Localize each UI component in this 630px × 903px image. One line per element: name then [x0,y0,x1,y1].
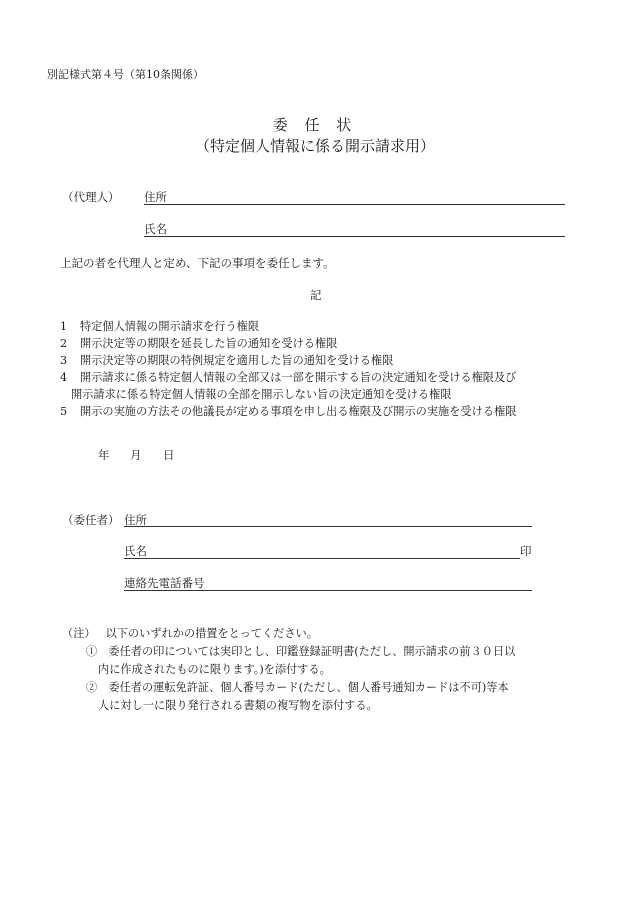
notes-label: （注） [62,627,96,640]
list-item [60,403,580,420]
delegated-items-list [60,318,580,420]
item-number: 3 [60,354,68,367]
item-number: 2 [60,337,68,350]
notes-intro: 以下のいずれかの措置をとってください。 [105,627,318,640]
principal-phone-label: 連絡先電話番号 [124,576,205,590]
note-1-line-2: 内に作成されたものに限ります。)を添付する。 [98,663,331,676]
item-text: 開示決定等の期限を延長した旨の通知を受ける権限 [80,337,338,350]
date-day: 日 [163,448,175,462]
agent-address-line[interactable] [144,204,565,205]
agent-address-label: 住所 [144,190,167,204]
principal-phone-line[interactable] [124,590,532,591]
date-year: 年 [98,448,110,462]
principal-name-label: 氏名 [124,544,147,558]
item-text: 開示の実施の方法その他議長が定める事項を申し出る権限及び開示の実施を受ける権限 [80,405,517,418]
note-1-line-1: ① 委任者の印については実印とし、印鑑登録証明書(ただし、開示請求の前３０日以 [86,645,516,658]
delegation-statement: 上記の者を代理人と定め、下記の事項を委任します。 [60,256,335,270]
item-text: 開示請求に係る特定個人情報の全部又は一部を開示する旨の決定通知を受ける権限及び [80,371,517,384]
document-title: 委 任 状 [272,116,358,134]
notes-intro-row [62,625,582,643]
notes-section [62,625,582,715]
item-continuation: 開示請求に係る特定個人情報の全部を開示しない旨の決定通知を受ける権限 [71,388,452,401]
agent-name-line[interactable] [144,236,565,237]
item-text: 開示決定等の期限の特例規定を適用した旨の通知を受ける権限 [80,354,394,367]
document-subtitle: （特定個人情報に係る開示請求用） [194,137,435,155]
agent-name-label: 氏名 [144,222,167,236]
date-month: 月 [130,448,142,462]
note-2-line-2: 人に対し一に限り発行される書類の複写物を添付する。 [98,699,378,712]
agent-label: （代理人） [62,190,120,204]
seal-mark: 印 [520,544,532,558]
item-number: 5 [60,405,68,418]
principal-label: （委任者） [62,513,120,527]
principal-address-line[interactable] [124,526,532,527]
list-item [60,335,580,352]
item-number: 1 [60,320,68,333]
list-item [60,369,580,386]
item-number: 4 [60,371,68,384]
principal-name-line[interactable] [124,558,520,559]
note-2-line-1: ② 委任者の運転免許証、個人番号カード(ただし、個人番号通知カードは不可)等本 [86,681,509,694]
ki-marker: 記 [310,288,322,302]
list-item [60,318,580,335]
principal-address-label: 住所 [124,513,147,527]
item-text: 特定個人情報の開示請求を行う権限 [80,320,260,333]
list-item [60,352,580,369]
form-number: 別記様式第４号（第10条関係） [47,68,204,81]
